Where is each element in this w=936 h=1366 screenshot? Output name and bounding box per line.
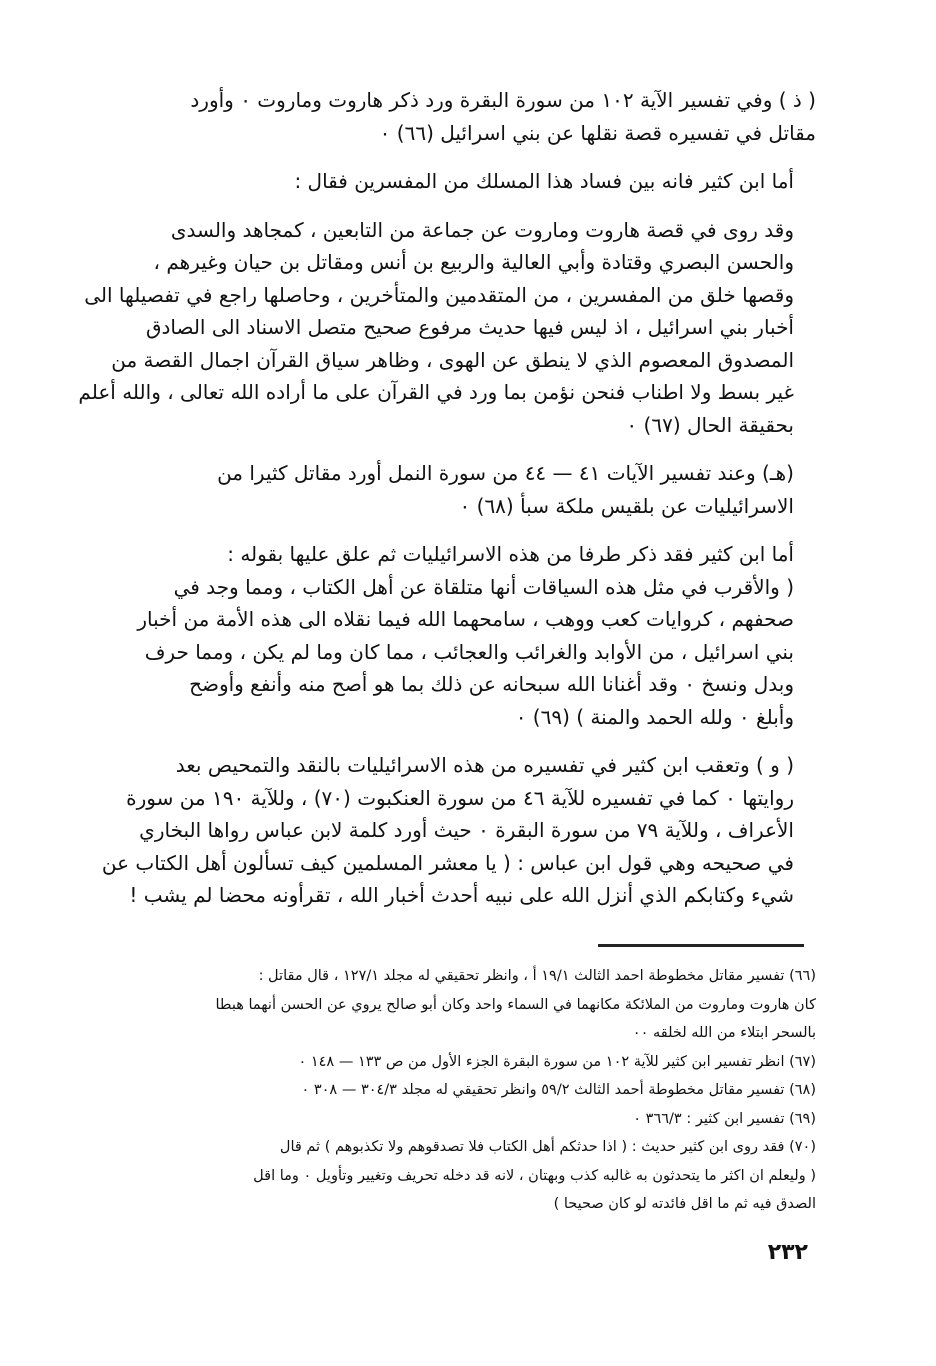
text-line: شيء وكتابكم الذي أنزل الله على نبيه أحدث أخبار الله ، تقرأونه محضا لم يشب ! — [129, 883, 794, 907]
text-line: صحفهم ، كروايات كعب ووهب ، سامحهما الله فيما نقلاه الى هذه الأمة من أخبار — [137, 607, 794, 631]
paragraph-harut-marut-quote — [72, 214, 816, 442]
paragraph-ibn-kathir-intro — [72, 165, 816, 198]
text-line: أما ابن كثير فقد ذكر طرفا من هذه الاسرائيليات ثم علق عليها بقوله : — [227, 542, 794, 566]
text-line: بني اسرائيل ، من الأوابد والغرائب والعجائب ، مما كان وما لم يكن ، ومما حرف — [144, 639, 794, 664]
footnote-line: (٧٠) فقد روى ابن كثير حديث : ( اذا حدثكم أهل الكتاب فلا تصدقوهم ولا تكذبوهم ) ثم قال — [279, 1139, 816, 1155]
text-line: أخبار بني اسرائيل ، اذ ليس فيها حديث مرفوع صحيح متصل الاسناد الى الصادق — [145, 315, 794, 339]
text-line: والحسن البصري وقتادة وأبي العالية والربيع بن أنس ومقاتل بن حيان وغيرهم ، — [153, 250, 794, 274]
text-line: ( ذ ) وفي تفسير الآية ١٠٢ من سورة البقرة ورد ذكر هاروت وماروت ٠ وأورد — [190, 88, 816, 112]
text-line: غير بسط ولا اطناب فنحن نؤمن بما ورد في القرآن على ما أراده الله تعالى ، والله أعلم — [78, 380, 794, 404]
text-line: بحقيقة الحال (٦٧) ٠ — [626, 412, 794, 437]
footnote-line: الصدق فيه ثم ما اقل فائدته لو كان صحيحا ) — [553, 1196, 816, 1212]
footnotes — [72, 962, 816, 1219]
paragraph-bilqis-comment — [72, 538, 816, 733]
text-line: وقصها خلق من المفسرين ، من المتقدمين والمتأخرين ، وحاصلها راجع في تفصيلها الى — [84, 282, 794, 307]
text-line: (هـ) وعند تفسير الآيات ٤١ — ٤٤ من سورة النمل أورد مقاتل كثيرا من — [217, 461, 794, 485]
footnote-divider — [598, 944, 804, 947]
text-line: وأبلغ ٠ ولله الحمد والمنة ) (٦٩) ٠ — [515, 704, 794, 729]
footnote-line: (٦٨) تفسير مقاتل مخطوطة أحمد الثالث ٥٩/٢ وانظر تحقيقي له مجلد ٣٠٤/٣ — ٣٠٨ ٠ — [301, 1082, 816, 1098]
footnote-line: (٦٩) تفسير ابن كثير : ٣٦٦/٣ ٠ — [633, 1110, 816, 1127]
footnote-line: (٦٦) تفسير مقاتل مخطوطة احمد الثالث ١٩/١ أ ، وانظر تحقيقي له مجلد ١٢٧/١ ، قال مقاتل : — [258, 968, 816, 984]
text-line: في صحيحه وهي قول ابن عباس : ( يا معشر المسلمين كيف تسألون أهل الكتاب عن — [101, 850, 794, 875]
footnote-line: (٦٧) انظر تفسير ابن كثير للآية ١٠٢ من سورة البقرة الجزء الأول من ص ١٣٣ — ١٤٨ ٠ — [298, 1053, 816, 1070]
page-number: ٢٣٢ — [767, 1240, 808, 1265]
footnote-line: كان هاروت وماروت من الملائكة مكانهما في السماء واحد وكان أبو صالح يروي عن الحسن أنهما هبطا — [215, 996, 816, 1013]
text-line: مقاتل في تفسيره قصة نقلها عن بني اسرائيل (٦٦) ٠ — [379, 120, 816, 145]
paragraph-zal — [72, 84, 816, 149]
footnote-line: ( وليعلم ان اكثر ما يتحدثون به غالبه كذب وبهتان ، لانه قد دخله تحريف وتغيير وتأويل ٠ وما اقل — [253, 1167, 816, 1184]
text-line: الاسرائيليات عن بلقيس ملكة سبأ (٦٨) ٠ — [459, 493, 794, 518]
text-line: أما ابن كثير فانه بين فساد هذا المسلك من المفسرين فقال : — [294, 169, 794, 193]
text-line: وبدل ونسخ ٠ وقد أغنانا الله سبحانه عن ذلك بما هو أصح منه وأنفع وأوضح — [189, 672, 794, 696]
footnote-line: بالسحر ابتلاء من الله لخلقه ٠٠ — [632, 1025, 816, 1041]
text-line: الأعراف ، وللآية ٧٩ من سورة البقرة ٠ حيث أورد كلمة لابن عباس رواها البخاري — [139, 818, 794, 842]
text-line: المصدوق المعصوم الذي لا ينطق عن الهوى ، وظاهر سياق القرآن اجمال القصة من — [111, 347, 794, 372]
text-line: وقد روى في قصة هاروت وماروت عن جماعة من التابعين ، كمجاهد والسدى — [170, 217, 794, 242]
text-line: ( والأقرب في مثل هذه السياقات أنها متلقاة عن أهل الكتاب ، ومما وجد في — [173, 574, 794, 599]
main-text — [72, 84, 816, 928]
paragraph-ha — [72, 457, 816, 522]
paragraph-waw — [72, 749, 816, 912]
text-line: روايتها ٠ كما في تفسيره للآية ٤٦ من سورة العنكبوت (٧٠) ، وللآية ١٩٠ من سورة — [126, 785, 794, 810]
text-line: ( و ) وتعقب ابن كثير في تفسيره من هذه الاسرائيليات بالنقد والتمحيص بعد — [175, 753, 794, 777]
